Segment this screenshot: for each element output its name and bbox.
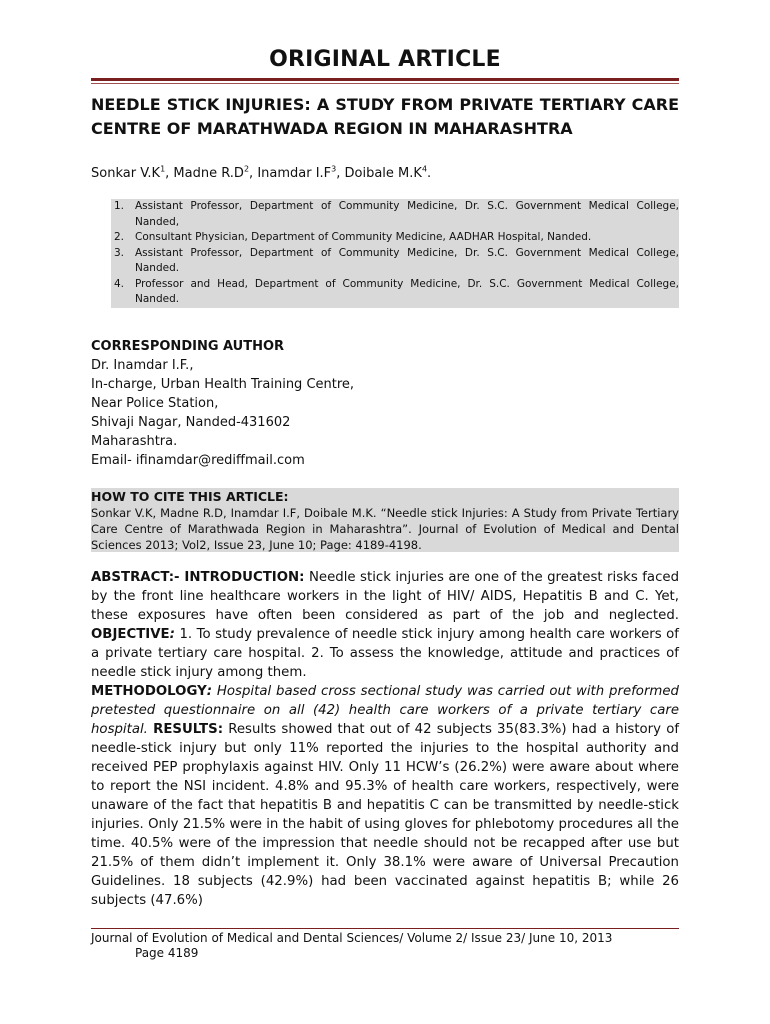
abstract-label: ABSTRACT:- [91,570,185,585]
author-affiliation-number: 1 [160,164,166,174]
affiliation-text: Consultant Physician, Department of Community Medicine, AADHAR Hospital, Nanded. [135,231,592,243]
footer-page-number: Page 4189 [135,946,199,960]
author-name: Inamdar I.F [257,166,332,181]
article-type-heading: ORIGINAL ARTICLE [269,47,501,72]
author-list [91,165,679,183]
author-affiliation-number: 2 [243,164,250,174]
corresponding-author-email: Email- ifinamdar@rediffmail.com [91,453,305,468]
affiliation-list [111,199,679,308]
introduction-text: Needle stick injuries are one of the greatest risks faced by the front line healthcare workers in the light of HIV/ AIDS, Hepatitis B and C. Yet, these exposures have often been considered as part of the job and neglected. [91,570,680,623]
objective-text: 1. To study prevalence of needle stick injury among health care workers of a private tertiary care hospital. 2. To assess the knowledge, attitude and practices of needle stick injury among them. [91,627,679,680]
footer-rule [91,928,679,929]
article-title: NEEDLE STICK INJURIES: A STUDY FROM PRIVATE TERTIARY CARE CENTRE OF MARATHWADA REGION IN MAHARASHTRA [91,95,679,138]
affiliation-item [111,277,679,308]
author-separator: . [427,166,432,181]
author-name: Madne R.D [173,166,244,181]
results-text: Results showed that out of 42 subjects 35(83.3%) had a history of needle-stick injury but only 11% reported the injuries to the hospital authority and received PEP prophylaxis against HIV. Only 11 HCW’s (26.2%) were aware about where to report the NSI incident. 4.8% and 95.3% of health care workers, respectively, were unaware of the fact that hepatitis B and hepatitis C can be transmitted by needle-stick injuries. Only 21.5% were in the habit of using gloves for phlebotomy procedures all the time. 40.5% were of the impression that needle should not be recapped after use but 21.5% of them didn’t implement it. Only 38.1% were aware of Universal Precaution Guidelines. 18 subjects (42.9%) had been vaccinated against hepatitis B; while 26 subjects (47.6%) [91,722,680,908]
methodology-label: METHODOLOGY [91,684,207,699]
objective-label: OBJECTIVE [91,627,170,642]
author-name: Doibale M.K [344,166,422,181]
affiliation-text: Assistant Professor, Department of Community Medicine, Dr. S.C. Government Medical College, Nanded, [135,200,679,228]
affiliation-item [111,199,679,230]
affiliation-item [111,246,679,277]
affiliation-item [111,230,679,246]
affiliation-number: 2. [114,231,125,243]
author-separator: , [336,166,345,181]
abstract-section [91,568,679,910]
corresponding-author-block [91,337,679,470]
author-affiliation-number: 4 [421,164,428,174]
corresponding-author-line: Near Police Station, [91,396,219,411]
citation-heading: HOW TO CITE THIS ARTICLE: [91,489,289,504]
corresponding-author-line: In-charge, Urban Health Training Centre, [91,377,355,392]
corresponding-author-line: Dr. Inamdar I.F., [91,358,194,373]
author-separator: , [249,166,258,181]
author-separator: , [165,166,174,181]
corresponding-author-heading: CORRESPONDING AUTHOR [91,339,285,354]
affiliation-number: 4. [114,277,125,290]
citation-box [91,488,679,552]
abstract-paragraph-intro [91,568,679,682]
footer-journal-info: Journal of Evolution of Medical and Dental Sciences/ Volume 2/ Issue 23/ June 10, 2013 [91,931,613,945]
corresponding-author-line: Shivaji Nagar, Nanded-431602 [91,415,291,430]
abstract-paragraph-methodology [91,682,679,910]
methodology-text: Hospital based cross sectional study was carried out with preformed pretested questionnaire on all (42) health care workers of a private tertiary care hospital. [91,684,679,737]
affiliations-box [111,199,679,308]
citation-text: Sonkar V.K, Madne R.D, Inamdar I.F, Doibale M.K. “Needle stick Injuries: A Study from Private Tertiary Care Centre of Marathwada Region in Maharashtra”. Journal of Evolution of Medical and Dental Sciences 2013; Vol2, Issue 23, June 10; Page: 4189-4198. [91,506,679,552]
affiliation-number: 3. [114,246,125,259]
affiliation-number: 1. [114,200,125,212]
author-affiliation-number: 3 [331,164,337,174]
header-rule-thick [91,78,679,81]
author-name: Sonkar V.K [91,166,161,181]
introduction-label: INTRODUCTION: [184,570,305,585]
results-label: RESULTS: [153,722,224,737]
affiliation-text: Professor and Head, Department of Community Medicine, Dr. S.C. Government Medical College, Nanded. [135,277,679,305]
affiliation-text: Assistant Professor, Department of Community Medicine, Dr. S.C. Government Medical College, Nanded. [135,246,679,274]
corresponding-author-line: Maharashtra. [91,434,178,449]
header-rule-thin [91,83,679,84]
methodology-colon: : [206,684,213,699]
objective-colon: : [169,627,175,642]
